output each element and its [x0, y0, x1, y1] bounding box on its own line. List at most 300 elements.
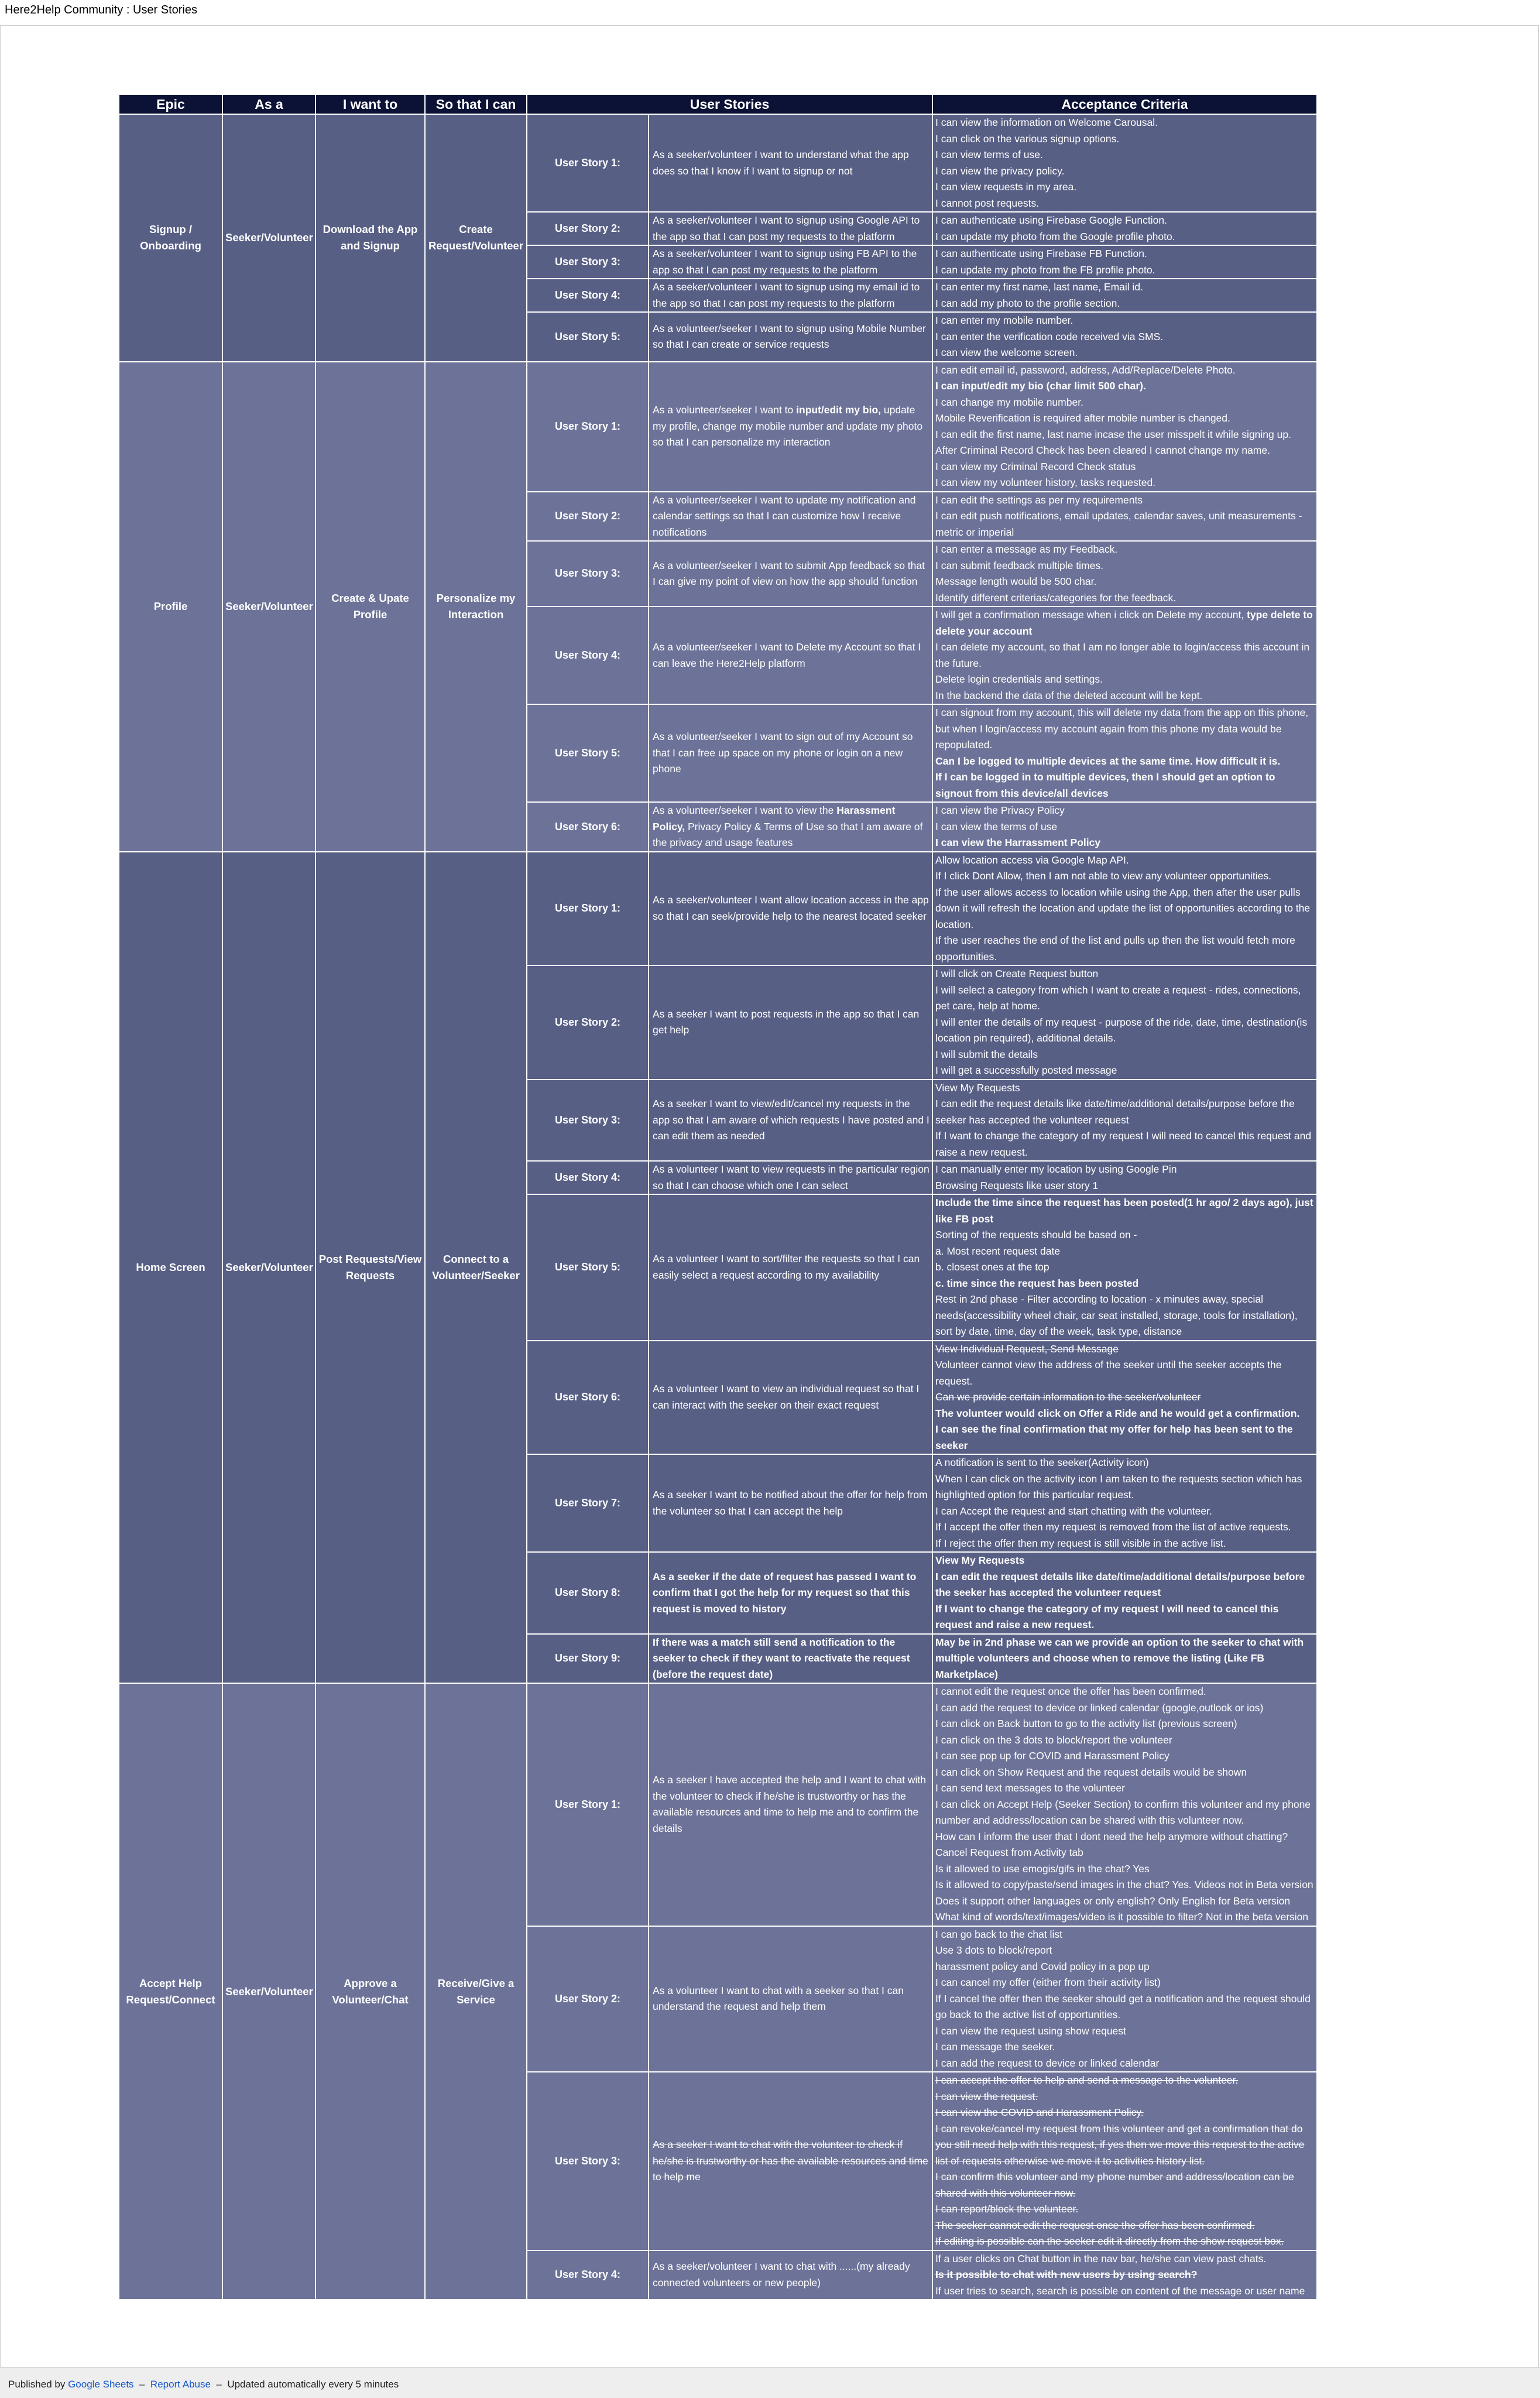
criteria-line	[935, 329, 1314, 345]
story-label: User Story 3:	[527, 541, 649, 607]
criteria-text: I can add the request to device or linked calendar (google,outlook or ios)	[935, 1701, 1264, 1714]
criteria-text: I can send text messages to the volunteer	[935, 1782, 1125, 1794]
footer-separator: –	[139, 2379, 145, 2390]
criteria-text: I can edit the first name, last name incase the user misspelt it while signing up.	[935, 428, 1291, 440]
criteria-line	[935, 1063, 1314, 1079]
story-text	[649, 1194, 932, 1341]
criteria-text: I can update my photo from the Google profile photo.	[935, 230, 1175, 242]
criteria-text: I can cancel my offer (either from their activity list)	[935, 1976, 1161, 1988]
acceptance-criteria-cell	[932, 607, 1317, 704]
criteria-line	[935, 508, 1314, 540]
criteria-line	[935, 179, 1314, 196]
criteria-text: Can I be logged to multiple devices at the same time. How difficult it is.	[935, 755, 1281, 767]
story-label: User Story 4:	[527, 1161, 649, 1194]
story-label: User Story 2:	[527, 492, 649, 542]
criteria-line	[935, 1471, 1314, 1503]
story-label: User Story 1:	[527, 114, 649, 212]
criteria-line	[935, 1861, 1314, 1878]
criteria-line	[935, 2056, 1314, 2072]
criteria-text: I can enter my first name, last name, Email id.	[935, 281, 1144, 293]
acceptance-criteria-cell	[932, 362, 1317, 492]
story-text	[649, 1552, 932, 1634]
criteria-text: If editing is possible can the seeker edit it directly from the show request box.	[935, 2235, 1284, 2247]
criteria-line	[935, 262, 1314, 279]
criteria-line	[935, 753, 1314, 770]
story-text-segment: As a volunteer I want to view requests in the particular region so that I can choose which one I can select	[653, 1163, 930, 1191]
criteria-line	[935, 459, 1314, 475]
criteria-text: I can view the terms of use	[935, 820, 1058, 833]
story-label: User Story 3:	[527, 245, 649, 279]
criteria-line	[935, 2169, 1314, 2201]
story-text	[649, 802, 932, 852]
acceptance-criteria-cell	[932, 2072, 1317, 2250]
story-text	[649, 114, 932, 212]
criteria-line	[935, 705, 1314, 753]
criteria-line	[935, 443, 1314, 459]
criteria-text: A notification is sent to the seeker(Activity icon)	[935, 1457, 1149, 1468]
criteria-line	[935, 2267, 1314, 2283]
criteria-text: I can revoke/cancel my request from this volunteer and get a confirmation that do you still need help with this request, if yes then we move this request to the active list of requests otherwise we move it to activities history list.	[935, 2122, 1305, 2167]
criteria-text: Browsing Requests like user story 1	[935, 1179, 1099, 1191]
criteria-line	[935, 1893, 1314, 1910]
criteria-text: c. time since the request has been posted	[935, 1277, 1139, 1289]
criteria-line	[935, 2283, 1314, 2300]
story-label: User Story 1:	[527, 852, 649, 966]
acceptance-criteria-cell	[932, 852, 1317, 966]
criteria-line	[935, 1162, 1314, 1178]
criteria-text: I can view the COVID and Harassment Policy.	[935, 2106, 1144, 2118]
criteria-text: I can view the Harrassment Policy	[935, 837, 1101, 848]
story-label: User Story 1:	[527, 1683, 649, 1926]
published-by-text: Published by	[8, 2379, 66, 2390]
criteria-line	[935, 1047, 1314, 1063]
criteria-text: a. Most recent request date	[935, 1245, 1061, 1257]
criteria-text: I can edit the request details like date/time/additional details/purpose before the seeker has accepted the volunteer request	[935, 1098, 1295, 1126]
acceptance-criteria-cell	[932, 212, 1317, 245]
story-text	[649, 2250, 932, 2300]
acceptance-criteria-cell	[932, 1634, 1317, 1684]
criteria-line	[935, 2121, 1314, 2170]
story-text-segment: update my profile, change my mobile number and update my photo so that I can personalize my interaction	[653, 404, 923, 448]
story-text-segment: As a volunteer/seeker I want to Delete my Account so that I can leave the Here2Help platform	[653, 641, 921, 669]
acceptance-criteria-cell	[932, 1341, 1317, 1455]
epic-cell: Profile	[119, 362, 222, 852]
story-label: User Story 4:	[527, 279, 649, 312]
criteria-line	[935, 1700, 1314, 1717]
story-text	[649, 2072, 932, 2250]
criteria-text: I can authenticate using Firebase FB Function.	[935, 248, 1147, 259]
story-text-segment: As a volunteer I want to sort/filter the requests so that I can easily select a request according to my availability	[653, 1253, 920, 1281]
criteria-text: Is it allowed to copy/paste/send images in the chat? Yes. Videos not in Beta version	[935, 1879, 1313, 1890]
story-text	[649, 1634, 932, 1684]
story-label: User Story 9:	[527, 1634, 649, 1684]
header-user-stories: User Stories	[527, 94, 932, 114]
header-epic: Epic	[119, 94, 222, 114]
criteria-text: I can confirm this volunteer and my phone number and address/location can be shared with this volunteer now.	[935, 2171, 1294, 2199]
criteria-text: If I reject the offer then my request is still visible in the active list.	[935, 1537, 1226, 1549]
criteria-line	[935, 803, 1314, 819]
criteria-line	[935, 1096, 1314, 1128]
criteria-line	[935, 2105, 1314, 2121]
criteria-text: I can edit the settings as per my requirements	[935, 494, 1143, 506]
table-row	[119, 852, 1317, 966]
story-text-segment: As a seeker/volunteer I want to chat with ......(my already connected volunteers or new people)	[653, 2260, 910, 2289]
criteria-line	[935, 2201, 1314, 2218]
criteria-line	[935, 427, 1314, 443]
so-that-cell: Personalize my Interaction	[425, 362, 527, 852]
as-a-cell: Seeker/Volunteer	[222, 114, 315, 362]
criteria-text: type delete to delete your account	[935, 609, 1313, 637]
update-frequency-text: Updated automatically every 5 minutes	[227, 2379, 399, 2390]
criteria-text: If I click Dont Allow, then I am not able to view any volunteer opportunities.	[935, 870, 1271, 882]
report-abuse-link[interactable]: Report Abuse	[150, 2379, 211, 2390]
criteria-line	[935, 1959, 1314, 1975]
criteria-line	[935, 115, 1314, 131]
header-i-want-to: I want to	[315, 94, 425, 114]
story-text	[649, 279, 932, 312]
acceptance-criteria-cell	[932, 541, 1317, 607]
criteria-line	[935, 1877, 1314, 1893]
criteria-text: I can message the seeker.	[935, 2041, 1055, 2053]
table-row	[119, 1683, 1317, 1926]
criteria-line	[935, 147, 1314, 163]
criteria-line	[935, 1829, 1314, 1861]
story-text	[649, 245, 932, 279]
page-title: Here2Help Community : User Stories	[5, 4, 197, 16]
criteria-text: I can add my photo to the profile section.	[935, 297, 1120, 309]
story-text-segment: input/edit my bio,	[796, 404, 881, 416]
story-text-segment: As a seeker I want to post requests in the app so that I can get help	[653, 1008, 920, 1036]
criteria-line	[935, 229, 1314, 245]
story-text	[649, 541, 932, 607]
criteria-text: I will enter the details of my request - purpose of the ride, date, time, destination(is location pin required), additional details.	[935, 1016, 1308, 1044]
criteria-text: If a user clicks on Chat button in the nav bar, he/she can view past chats.	[935, 2252, 1267, 2265]
as-a-cell: Seeker/Volunteer	[222, 852, 315, 1684]
acceptance-criteria-cell	[932, 704, 1317, 802]
as-a-cell: Seeker/Volunteer	[222, 362, 315, 852]
story-text-segment: As a seeker/volunteer I want to understand what the app does so that I know if I want to signup or not	[653, 149, 909, 177]
criteria-line	[935, 1569, 1314, 1601]
criteria-text: Rest in 2nd phase - Filter according to location - x minutes away, special needs(accessibility wheel chair, car seat installed, storage, tools for installation), sort by date, time, day of the week, task type, distance	[935, 1293, 1298, 1337]
i-want-to-cell: Approve a Volunteer/Chat	[315, 1683, 425, 2300]
story-text	[649, 1161, 932, 1194]
criteria-text: I can view the information on Welcome Carousal.	[935, 117, 1158, 128]
criteria-text: I can enter the verification code received via SMS.	[935, 330, 1164, 342]
criteria-line	[935, 1128, 1314, 1160]
criteria-text: How can I inform the user that I dont need the help anymore without chatting? Cancel Request from Activity tab	[935, 1830, 1288, 1858]
criteria-text: I can submit feedback multiple times.	[935, 559, 1103, 571]
criteria-text: I can click on Accept Help (Seeker Section) to confirm this volunteer and my phone number and address/location can be shared with this volunteer now.	[935, 1798, 1311, 1826]
criteria-line	[935, 1421, 1314, 1454]
criteria-text: If the user reaches the end of the list and pulls up then the list would fetch more opportunities.	[935, 934, 1295, 962]
i-want-to-cell: Create & Upate Profile	[315, 362, 425, 852]
criteria-text: Include the time since the request has been posted(1 hr ago/ 2 days ago), just like FB post	[935, 1197, 1313, 1225]
criteria-text: The seeker cannot edit the request once the offer has been confirmed.	[935, 2219, 1255, 2231]
criteria-text: I can see pop up for COVID and Harassment Policy	[935, 1750, 1169, 1762]
criteria-text: I will submit the details	[935, 1048, 1038, 1060]
story-label: User Story 7:	[527, 1454, 649, 1552]
story-text	[649, 704, 932, 802]
criteria-text: If I want to change the category of my request I will need to cancel this request and raise a new request.	[935, 1130, 1312, 1158]
criteria-text: I can accept the offer to help and send a message to the volunteer.	[935, 2074, 1239, 2086]
criteria-text: I can view terms of use.	[935, 149, 1043, 160]
criteria-line	[935, 835, 1314, 851]
table-header-row	[119, 94, 1317, 114]
criteria-text: Volunteer cannot view the address of the seeker until the seeker accepts the request.	[935, 1359, 1282, 1387]
criteria-line	[935, 688, 1314, 704]
story-label: User Story 6:	[527, 1341, 649, 1455]
user-stories-table	[118, 94, 1318, 2300]
criteria-text: I can enter a message as my Feedback.	[935, 543, 1118, 555]
criteria-text: Delete login credentials and settings.	[935, 673, 1103, 685]
criteria-line	[935, 1389, 1314, 1406]
story-text-segment: As a seeker/volunteer I want to signup using FB API to the app so that I can post my requests to the platform	[653, 248, 917, 276]
criteria-line	[935, 590, 1314, 607]
criteria-text: View My Requests	[935, 1081, 1020, 1094]
story-text	[649, 312, 932, 362]
so-that-cell: Receive/Give a Service	[425, 1683, 527, 2300]
criteria-text: I will get a successfully posted message	[935, 1064, 1117, 1076]
criteria-line	[935, 1227, 1314, 1243]
criteria-text: The volunteer would click on Offer a Ride and he would get a confirmation.	[935, 1407, 1300, 1419]
criteria-line	[935, 933, 1314, 965]
criteria-text: I can edit the request details like date/time/additional details/purpose before the seeker has accepted the volunteer request	[935, 1570, 1305, 1598]
criteria-text: harassment policy and Covid policy in a pop up	[935, 1960, 1150, 1972]
story-text	[649, 607, 932, 704]
criteria-text: View My Requests	[935, 1554, 1025, 1566]
criteria-text: I can see the final confirmation that my offer for help has been sent to the seeker	[935, 1423, 1293, 1451]
story-text	[649, 965, 932, 1080]
acceptance-criteria-cell	[932, 1080, 1317, 1162]
criteria-line	[935, 966, 1314, 982]
story-text	[649, 212, 932, 245]
story-label: User Story 4:	[527, 607, 649, 704]
criteria-text: I can edit email id, password, address, Add/Replace/Delete Photo.	[935, 364, 1236, 376]
criteria-text: Is it allowed to use emogis/gifs in the chat? Yes	[935, 1862, 1150, 1875]
criteria-text: When I can click on the activity icon I am taken to the requests section which has highlighted option for this particular request.	[935, 1472, 1302, 1501]
criteria-line	[935, 1195, 1314, 1227]
criteria-line	[935, 1015, 1314, 1047]
criteria-text: I can change my mobile number.	[935, 396, 1083, 408]
criteria-text: I can update my photo from the FB profile photo.	[935, 263, 1155, 276]
criteria-line	[935, 213, 1314, 229]
criteria-line	[935, 2233, 1314, 2250]
criteria-text: I can click on the various signup options.	[935, 132, 1120, 145]
criteria-text: In the backend the data of the deleted account will be kept.	[935, 689, 1203, 701]
story-text	[649, 852, 932, 966]
story-text	[649, 492, 932, 542]
so-that-cell: Connect to a Volunteer/Seeker	[425, 852, 527, 1684]
acceptance-criteria-cell	[932, 1454, 1317, 1552]
criteria-text: I can enter my mobile number.	[935, 314, 1073, 326]
criteria-text: Identify different criterias/categories for the feedback.	[935, 591, 1177, 604]
story-text-segment: If there was a match still send a notification to the seeker to check if they want to reactivate the request (before the request date)	[653, 1636, 910, 1680]
criteria-line	[935, 868, 1314, 885]
criteria-line	[935, 852, 1314, 869]
criteria-line	[935, 1927, 1314, 1943]
criteria-line	[935, 607, 1314, 639]
story-text-segment: Harassment Policy,	[653, 804, 896, 833]
criteria-line	[935, 1243, 1314, 1260]
criteria-line	[935, 1536, 1314, 1552]
story-text-segment: As a seeker I want to view/edit/cancel my requests in the app so that I am aware of which requests I have posted and I can edit them as needed	[653, 1098, 930, 1142]
criteria-line	[935, 1943, 1314, 1959]
story-label: User Story 2:	[527, 212, 649, 245]
criteria-line	[935, 1991, 1314, 2023]
criteria-line	[935, 279, 1314, 296]
story-label: User Story 3:	[527, 2072, 649, 2250]
criteria-text: I can click on the 3 dots to block/report the volunteer	[935, 1734, 1172, 1746]
acceptance-criteria-cell	[932, 245, 1317, 279]
story-text-segment: As a seeker/volunteer I want to signup using Google API to the app so that I can post my requests to the platform	[653, 214, 920, 242]
criteria-line	[935, 196, 1314, 212]
criteria-text: I can view the Privacy Policy	[935, 804, 1065, 816]
acceptance-criteria-cell	[932, 1926, 1317, 2072]
criteria-text: After Criminal Record Check has been cleared I cannot change my name.	[935, 444, 1270, 456]
i-want-to-cell: Post Requests/View Requests	[315, 852, 425, 1684]
acceptance-criteria-cell	[932, 802, 1317, 852]
criteria-text: If I accept the offer then my request is removed from the list of active requests.	[935, 1521, 1291, 1533]
criteria-text: I can manually enter my location by using Google Pin	[935, 1163, 1177, 1175]
criteria-line	[935, 1259, 1314, 1276]
criteria-text: Mobile Reverification is required after mobile number is changed.	[935, 412, 1230, 424]
criteria-line	[935, 1601, 1314, 1633]
story-text	[649, 362, 932, 492]
criteria-text: I cannot edit the request once the offer has been confirmed.	[935, 1686, 1206, 1697]
criteria-text: Is it possible to chat with new users by using search?	[935, 2269, 1198, 2280]
criteria-line	[935, 2072, 1314, 2089]
story-text	[649, 1454, 932, 1552]
story-text-segment: As a volunteer I want to view an individual request so that I can interact with the seeker on their exact request	[653, 1383, 920, 1411]
story-text-segment: As a seeker/volunteer I want allow location access in the app so that I can seek/provide help to the nearest located seeker	[653, 894, 929, 922]
criteria-text: I can click on Back button to go to the activity list (previous screen)	[935, 1718, 1237, 1729]
epic-cell: Home Screen	[119, 852, 222, 1684]
so-that-cell: Create Request/Volunteer	[425, 114, 527, 362]
criteria-line	[935, 313, 1314, 329]
criteria-text: View Individual Request, Send Message	[935, 1342, 1119, 1355]
story-text-segment: As a seeker I want to be notified about the offer for help from the volunteer so that I can accept the help	[653, 1489, 928, 1517]
criteria-line	[935, 296, 1314, 312]
acceptance-criteria-cell	[932, 1194, 1317, 1341]
criteria-text: I can edit push notifications, email updates, calendar saves, unit measurements - metric or imperial	[935, 510, 1302, 538]
criteria-line	[935, 345, 1314, 361]
criteria-line	[935, 1797, 1314, 1829]
criteria-line	[935, 558, 1314, 574]
story-text-segment: As a volunteer/seeker I want to update my notification and calendar settings so that I can customize how I receive notifications	[653, 494, 916, 538]
criteria-line	[935, 2023, 1314, 2040]
criteria-line	[935, 395, 1314, 411]
criteria-line	[935, 1292, 1314, 1340]
story-text-segment: As a seeker I have accepted the help and I want to chat with the volunteer to check if he/she is trustworthy or has the available resources and time to help me and to confirm the details	[653, 1774, 926, 1834]
criteria-text: If the user allows access to location while using the App, then after the user pulls down it will refresh the location and update the list of opportunities according to the location.	[935, 886, 1311, 930]
criteria-line	[935, 885, 1314, 933]
criteria-text: I can signout from my account, this will delete my data from the app on this phone, but when I login/access my account again from this phone my data would be repopulated.	[935, 707, 1309, 751]
criteria-text: Allow location access via Google Map API.	[935, 854, 1129, 866]
table-row	[119, 362, 1317, 492]
criteria-text: I can view my volunteer history, tasks requested.	[935, 477, 1156, 488]
footer-separator: –	[216, 2379, 222, 2390]
criteria-line	[935, 542, 1314, 558]
criteria-text: I can Accept the request and start chatting with the volunteer.	[935, 1505, 1212, 1517]
criteria-text: I can view my Criminal Record Check status	[935, 460, 1136, 472]
criteria-line	[935, 362, 1314, 379]
criteria-text: I can input/edit my bio (char limit 500 char).	[935, 380, 1146, 392]
criteria-text: Sorting of the requests should be based on -	[935, 1229, 1137, 1241]
criteria-line	[935, 378, 1314, 395]
story-text	[649, 1926, 932, 2072]
criteria-line	[935, 1553, 1314, 1569]
criteria-line	[935, 1503, 1314, 1520]
criteria-line	[935, 2039, 1314, 2056]
criteria-line	[935, 1732, 1314, 1749]
criteria-line	[935, 246, 1314, 262]
criteria-text: I will get a confirmation message when i click on Delete my account,	[935, 609, 1247, 621]
criteria-text: I will click on Create Request button	[935, 968, 1099, 979]
google-sheets-link[interactable]: Google Sheets	[68, 2379, 134, 2390]
criteria-text: I cannot post requests.	[935, 197, 1040, 209]
story-text-segment: As a volunteer I want to chat with a seeker so that I can understand the request and help them	[653, 1984, 904, 2013]
story-text-segment: As a volunteer/seeker I want to signup using Mobile Number so that I can create or service requests	[653, 322, 926, 351]
acceptance-criteria-cell	[932, 1683, 1317, 1926]
acceptance-criteria-cell	[932, 492, 1317, 542]
criteria-line	[935, 2089, 1314, 2105]
criteria-line	[935, 2218, 1314, 2234]
story-label: User Story 8:	[527, 1552, 649, 1634]
criteria-line	[935, 1780, 1314, 1797]
criteria-text: b. closest ones at the top	[935, 1261, 1049, 1273]
criteria-line	[935, 1455, 1314, 1471]
criteria-text: I can delete my account, so that I am no longer able to login/access this account in the future.	[935, 641, 1310, 669]
criteria-text: Use 3 dots to block/report	[935, 1944, 1052, 1956]
acceptance-criteria-cell	[932, 965, 1317, 1080]
criteria-text: I can view the request using show request	[935, 2024, 1126, 2037]
story-text-segment: As a seeker/volunteer I want to signup using my email id to the app so that I can post my requests to the platform	[653, 281, 920, 309]
story-label: User Story 5:	[527, 704, 649, 802]
criteria-text: What kind of words/text/images/video is it possible to filter? Not in the beta version	[935, 1911, 1309, 1923]
criteria-text: Can we provide certain information to the seeker/volunteer	[935, 1391, 1201, 1403]
criteria-text: I can authenticate using Firebase Google Function.	[935, 214, 1167, 226]
criteria-line	[935, 1635, 1314, 1683]
criteria-text: I can view requests in my area.	[935, 181, 1077, 193]
criteria-text: I can view the privacy policy.	[935, 165, 1065, 177]
criteria-text: I can go back to the chat list	[935, 1928, 1062, 1940]
story-label: User Story 5:	[527, 1194, 649, 1341]
criteria-line	[935, 1341, 1314, 1358]
criteria-line	[935, 1519, 1314, 1536]
criteria-line	[935, 1716, 1314, 1732]
story-text-segment: As a seeker if the date of request has passed I want to confirm that I got the help for my request so that this request is moved to history	[653, 1570, 917, 1615]
acceptance-criteria-cell	[932, 114, 1317, 212]
acceptance-criteria-cell	[932, 279, 1317, 312]
criteria-line	[935, 1909, 1314, 1926]
acceptance-criteria-cell	[932, 312, 1317, 362]
story-label: User Story 1:	[527, 362, 649, 492]
table-row	[119, 114, 1317, 212]
criteria-text: I can view the request.	[935, 2090, 1038, 2102]
criteria-line	[935, 982, 1314, 1015]
criteria-text: If user tries to search, search is possible on content of the message or user name	[935, 2284, 1305, 2297]
header-as-a: As a	[222, 94, 315, 114]
epic-cell: Signup / Onboarding	[119, 114, 222, 362]
criteria-line	[935, 672, 1314, 688]
criteria-line	[935, 163, 1314, 180]
as-a-cell: Seeker/Volunteer	[222, 1683, 315, 2300]
page-footer	[0, 2367, 1540, 2398]
criteria-line	[935, 475, 1314, 491]
criteria-line	[935, 1975, 1314, 1991]
criteria-line	[935, 574, 1314, 590]
story-label: User Story 5:	[527, 312, 649, 362]
